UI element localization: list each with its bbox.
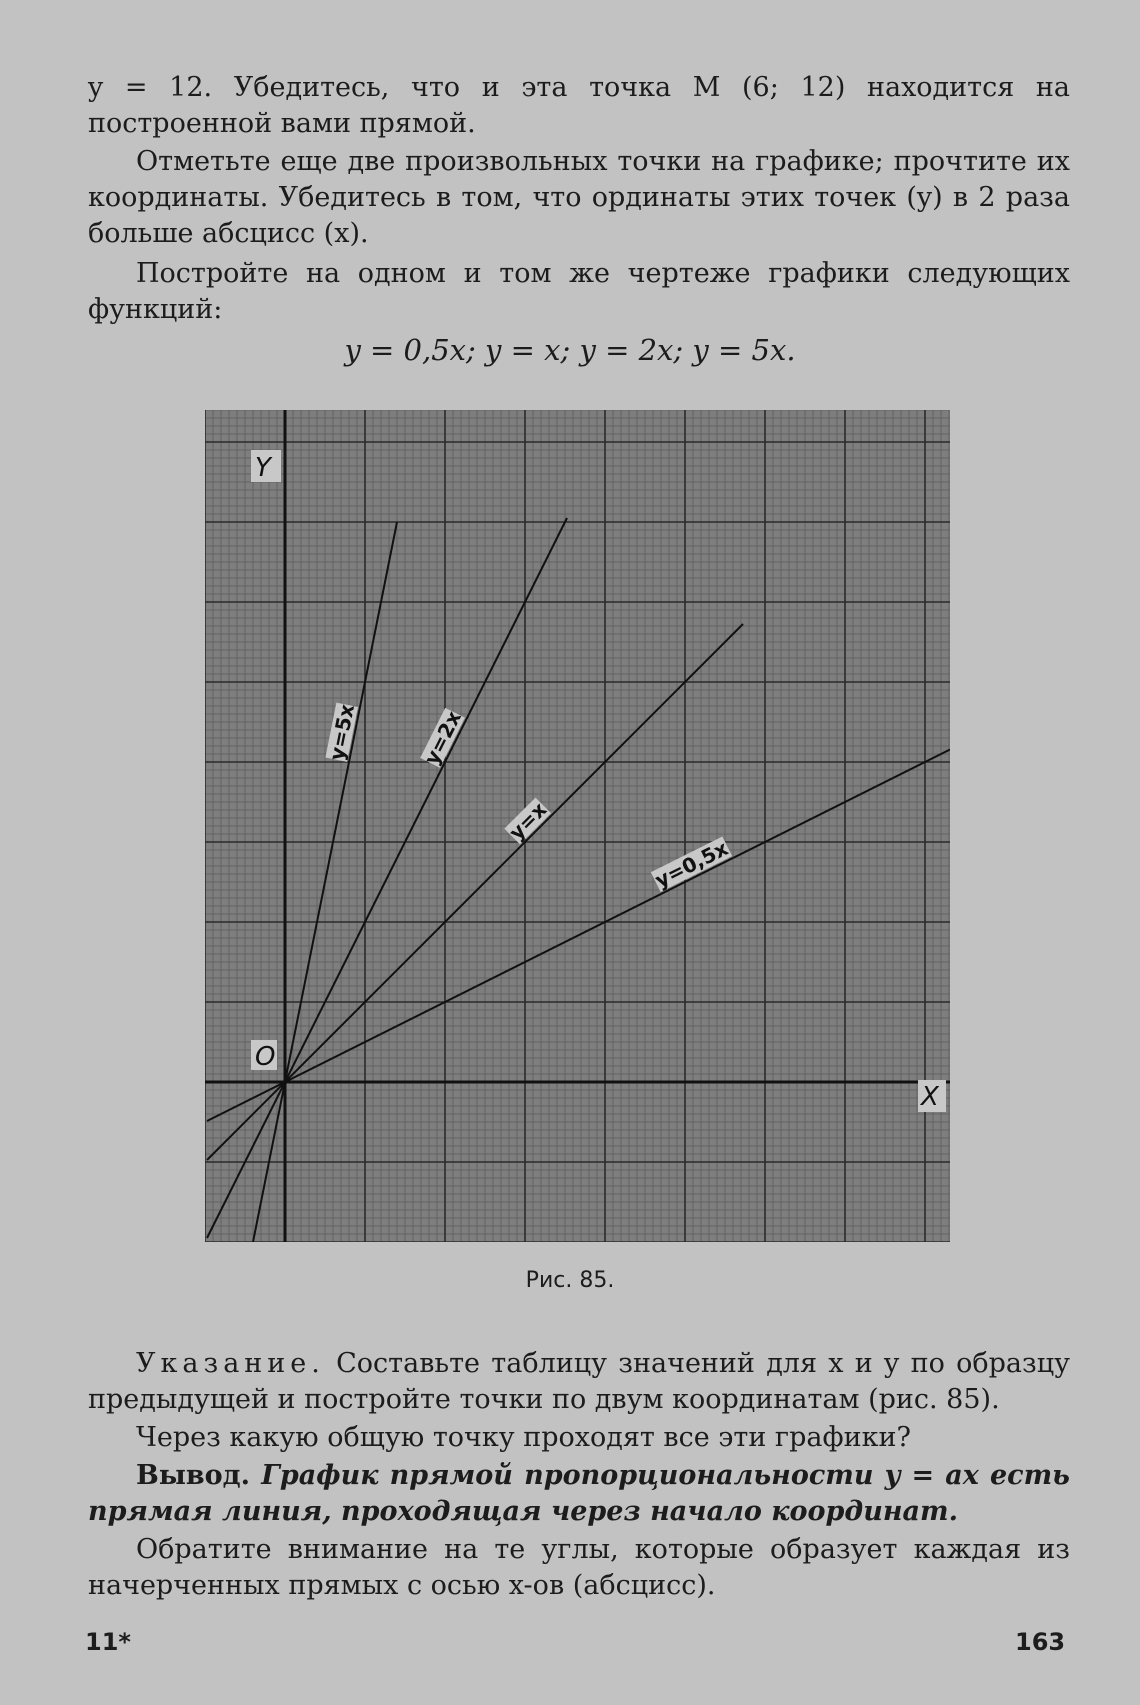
hint-paragraph (88, 1346, 1070, 1418)
page-number: 163 (1015, 1628, 1066, 1656)
function-line-4 (207, 750, 950, 1122)
figure-caption: Рис. 85. (525, 1268, 615, 1293)
paragraph-1-text: y = 12. Убедитесь, что и эта точка M (6; 12) находится на построенной вами прямой. (88, 72, 1070, 139)
conclusion-text: График прямой пропорциональности y = ax есть прямая линия, проходящая через начало координат. (88, 1460, 1070, 1527)
hint-text: Составьте таблицу значений для x и y по образцу предыдущей и постройте точки по двум координатам (рис. 85). (88, 1348, 1070, 1415)
paragraph-1 (88, 70, 1070, 142)
svg-text:y=x: y=x (504, 797, 552, 845)
paragraph-3-text: Постройте на одном и том же чертеже графики следующих функций: (88, 258, 1070, 325)
question-paragraph (88, 1420, 1070, 1456)
functions-formula: y = 0,5x; y = x; y = 2x; y = 5x. (344, 333, 796, 367)
graph-figure (205, 410, 950, 1242)
paragraph-2 (88, 144, 1070, 252)
note-paragraph (88, 1532, 1070, 1604)
question-text: Через какую общую точку проходят все эти графики? (136, 1422, 911, 1453)
y-axis-label: Y (255, 453, 271, 483)
grid-minor (205, 410, 950, 1242)
note-text: Обратите внимание на те углы, которые образует каждая из начерченных прямых с осью x-ов (абсцисс). (88, 1534, 1070, 1601)
paragraph-3 (88, 256, 1070, 328)
svg-text:y=5x: y=5x (324, 702, 360, 763)
function-label-1 (324, 702, 359, 762)
conclusion-lead: Вывод. (136, 1460, 251, 1491)
function-labels (324, 702, 732, 893)
signature-mark: 11* (85, 1628, 131, 1656)
paragraph-2-text: Отметьте еще две произвольных точки на графике; прочтите их координаты. Убедитесь в том, что ординаты этих точек (y) в 2 раза больше абсцисс (x). (88, 146, 1070, 249)
origin-label: O (255, 1042, 276, 1072)
function-label-3 (504, 797, 552, 845)
svg-text:y=2x: y=2x (419, 707, 466, 769)
graph-svg (205, 410, 950, 1242)
svg-text:y=0,5x: y=0,5x (651, 836, 732, 893)
function-lines (207, 518, 950, 1242)
conclusion-paragraph (88, 1458, 1070, 1530)
hint-lead: Указание. (136, 1348, 325, 1379)
x-axis-label: X (921, 1082, 939, 1112)
